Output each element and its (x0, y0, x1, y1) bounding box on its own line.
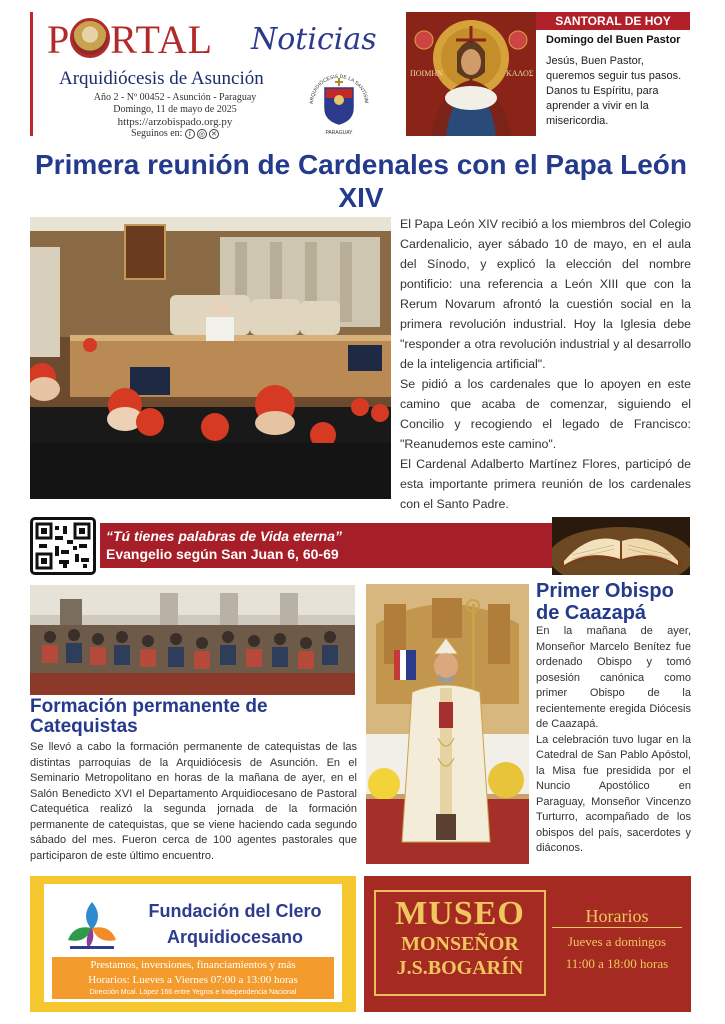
santoral-label: SANTORAL DE HOY (536, 12, 690, 30)
cardinals-meeting-photo (30, 217, 391, 499)
museo-hours-days: Jueves a domingos (567, 934, 667, 949)
bishop-paragraph: La celebración tuvo lugar en la Catedral de San Pablo Apóstol, la Misa fue presidida por el Nuncio Apostólico en Paraguay, Monseñor Vincenzo Turturro, acompañado de los obispos del país, sacerdotes y diáconos. (536, 733, 691, 854)
fundacion-address: Dirección Mcal. López 166 entre Yegros e Independencia Nacional (52, 987, 334, 999)
gospel-banner (30, 517, 690, 575)
icon-greek-left: ΠΟΙΜΗΝ (410, 69, 443, 78)
main-headline[interactable]: Primera reunión de Cardenales con el Papa León XIV (35, 149, 687, 213)
article-paragraph: Se pidió a los cardenales que lo apoyen en este camino que acaba de comenzar, siguiendo el Concilio y recogiendo el legado de Francisco: "Reanudemos este camino". (400, 377, 691, 451)
logo-virgin-icon (70, 18, 110, 58)
museo-line1: MUSEO (395, 895, 525, 932)
archdiocese-seal-icon (303, 64, 375, 136)
open-bible-icon (552, 517, 690, 575)
issue-number: Año 2 - Nº 00452 - Asunción - Paraguay (93, 92, 257, 103)
good-shepherd-icon (406, 12, 536, 136)
catechists-body: Se llevó a cabo la formación permanente de catequistas de las distintas parroquias de la Arquidiócesis de Asunción. En el Seminario Metropolitano en horas de la mañana de ayer, en el Salón Benedicto XVI el Departamento Arquidiocesano de Pastoral Catequética realizó la segunda jornada de la formación permanente de catequistas, que se viene haciendo cada segundo sábado del mes. Fueron cerca de 100 agentes pastorales que participaron de este último encuentro. (30, 741, 357, 862)
catechists-title[interactable]: Formación permanente de Catequistas (30, 696, 268, 737)
fundacion-panel (44, 884, 342, 1002)
article-paragraph: El Cardenal Adalberto Martínez Flores, participó de esta importante primera reunión de los cardenales con el Santo Padre. (400, 457, 691, 511)
bishop-title[interactable]: Primer Obispo de Caazapá (536, 580, 674, 624)
seal-top-text: ARQUIDIÓCESIS DE LA SANTÍSIM (308, 73, 370, 105)
main-article-body (400, 214, 691, 514)
bishop-photo (366, 584, 529, 864)
fundacion-title (130, 898, 340, 950)
social-row (59, 128, 291, 140)
fundacion-title-line1: Fundación del Clero (148, 901, 322, 921)
bishop-body (536, 624, 691, 857)
gospel-reference: Evangelio según San Juan 6, 60-69 (106, 546, 339, 562)
logo-letters-rtal: RTAL (110, 17, 214, 62)
facebook-icon[interactable]: f (185, 129, 195, 139)
x-icon[interactable]: ✕ (209, 129, 219, 139)
website-link[interactable]: https://arzobispado.org.py (117, 116, 233, 128)
museo-frame (374, 890, 546, 996)
logo-noticias: Noticias (251, 22, 377, 57)
santoral-prayer: Jesús, Buen Pastor, queremos seguir tus pasos. Danos tu Espíritu, para aprender a vivir en la misericordia. (546, 55, 682, 127)
museo-hours-time: 11:00 a 18:00 horas (565, 956, 669, 971)
fundacion-flame-logo-icon (62, 898, 122, 954)
santoral-subtitle: Domingo del Buen Pastor (546, 34, 681, 46)
issue-info (59, 92, 291, 140)
portal-logo[interactable] (47, 16, 213, 63)
bishop-paragraph: En la mañana de ayer, Monseñor Marcelo Benítez fue ordenado Obispo y tomó posesión canónica como primer Obispo de la recientemente eregida Diócesis de Caazapá. (536, 625, 691, 730)
gospel-quote: “Tú tienes palabras de Vida eterna” (106, 528, 343, 544)
museo-title (376, 896, 544, 980)
fundacion-tagline: Prestamos, inversiones, financiamientos y más (52, 957, 334, 973)
logo-letter-p: P (47, 17, 71, 62)
catechists-photo (30, 585, 355, 695)
museo-line2: MONSEÑOR (401, 933, 519, 955)
follow-label: Seguinos en: (131, 128, 183, 139)
santoral-box (406, 12, 690, 136)
museo-line3: J.S.BOGARÍN (396, 957, 524, 979)
fundacion-hours: Horarios: Lueves a Viernes 07:00 a 13:00 horas (52, 973, 334, 987)
seal-bottom-text: PARAGUAY (325, 130, 353, 136)
fundacion-ad[interactable] (30, 876, 356, 1012)
issue-date: Domingo, 11 de mayo de 2025 (113, 104, 237, 115)
icon-greek-right: ΚΑΛΟΣ (506, 69, 534, 78)
instagram-icon[interactable]: ◎ (198, 129, 205, 138)
archdiocese-name: Arquidiócesis de Asunción (59, 68, 264, 89)
article-paragraph: El Papa León XIV recibió a los miembros del Colegio Cardenalicio, ayer sábado 10 de mayo, en el aula del Sínodo, y explicó la elección del nombre pontificio: una referencia a León XIII que con la Rerum Novarum afrontó la cuestión social en la primera revolución industrial. Hoy la Iglesia debe "responder a otra revolución industrial y al desarrollo de la inteligencia artificial". (400, 217, 691, 371)
qr-code-icon[interactable] (30, 517, 96, 575)
museo-hours-title: Horarios (552, 906, 682, 928)
fundacion-title-line2: Arquidiocesano (166, 927, 304, 947)
museo-ad[interactable] (364, 876, 691, 1012)
masthead (30, 12, 402, 139)
